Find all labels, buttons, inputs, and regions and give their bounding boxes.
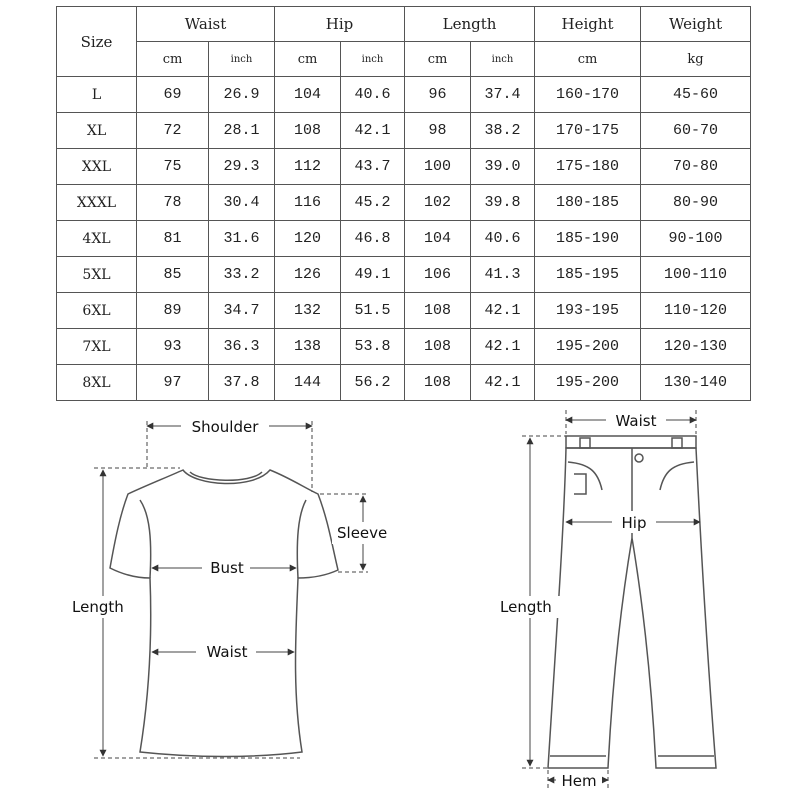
table-cell: 132: [275, 293, 341, 329]
table-cell: 138: [275, 329, 341, 365]
table-cell: 40.6: [471, 221, 535, 257]
table-cell: 49.1: [341, 257, 405, 293]
group-header-weight: Weight: [641, 7, 751, 42]
table-cell: 42.1: [471, 329, 535, 365]
table-cell: 195-200: [535, 365, 641, 401]
table-cell: 45-60: [641, 77, 751, 113]
table-cell: 108: [405, 365, 471, 401]
table-cell: 45.2: [341, 185, 405, 221]
tshirt-measure-lines: [94, 421, 368, 758]
table-cell: 185-190: [535, 221, 641, 257]
table-cell: 175-180: [535, 149, 641, 185]
table-cell: 116: [275, 185, 341, 221]
shirt-waist-label: Waist: [206, 643, 248, 661]
unit-header: cm: [405, 42, 471, 77]
table-cell: 26.9: [209, 77, 275, 113]
table-cell: 104: [275, 77, 341, 113]
table-cell: 170-175: [535, 113, 641, 149]
table-cell: 69: [137, 77, 209, 113]
table-cell: 42.1: [471, 365, 535, 401]
table-cell: 29.3: [209, 149, 275, 185]
group-header-hip: Hip: [275, 7, 405, 42]
shirt-length-label: Length: [72, 598, 124, 616]
table-cell: 39.0: [471, 149, 535, 185]
table-cell: 108: [405, 293, 471, 329]
size-header: Size: [57, 7, 137, 77]
size-label-cell: XXL: [57, 149, 137, 185]
pants-length-label: Length: [500, 598, 552, 616]
unit-header: inch: [471, 42, 535, 77]
table-cell: 60-70: [641, 113, 751, 149]
table-cell: 34.7: [209, 293, 275, 329]
unit-header: kg: [641, 42, 751, 77]
table-cell: 31.6: [209, 221, 275, 257]
table-cell: 70-80: [641, 149, 751, 185]
table-cell: 38.2: [471, 113, 535, 149]
size-label-cell: 7XL: [57, 329, 137, 365]
hip-label: Hip: [621, 514, 647, 532]
table-cell: 72: [137, 113, 209, 149]
table-cell: 126: [275, 257, 341, 293]
table-cell: 39.8: [471, 185, 535, 221]
hem-label: Hem: [561, 772, 597, 790]
table-cell: 37.4: [471, 77, 535, 113]
table-cell: 106: [405, 257, 471, 293]
table-cell: 51.5: [341, 293, 405, 329]
table-cell: 40.6: [341, 77, 405, 113]
tshirt-illustration: [110, 470, 338, 757]
sleeve-label: Sleeve: [337, 524, 388, 542]
size-label-cell: 5XL: [57, 257, 137, 293]
table-cell: 90-100: [641, 221, 751, 257]
table-cell: 120-130: [641, 329, 751, 365]
table-cell: 100: [405, 149, 471, 185]
table-cell: 33.2: [209, 257, 275, 293]
table-cell: 108: [275, 113, 341, 149]
size-label-cell: 4XL: [57, 221, 137, 257]
pants-illustration: [548, 436, 716, 768]
unit-header: cm: [137, 42, 209, 77]
size-label-cell: XL: [57, 113, 137, 149]
table-cell: 89: [137, 293, 209, 329]
table-cell: 37.8: [209, 365, 275, 401]
table-cell: 98: [405, 113, 471, 149]
group-header-height: Height: [535, 7, 641, 42]
size-label-cell: XXXL: [57, 185, 137, 221]
table-cell: 81: [137, 221, 209, 257]
bust-label: Bust: [210, 559, 244, 577]
shoulder-label: Shoulder: [191, 418, 259, 436]
table-cell: 42.1: [341, 113, 405, 149]
table-cell: 75: [137, 149, 209, 185]
table-cell: 46.8: [341, 221, 405, 257]
table-cell: 36.3: [209, 329, 275, 365]
size-label-cell: 8XL: [57, 365, 137, 401]
unit-header: cm: [275, 42, 341, 77]
table-cell: 102: [405, 185, 471, 221]
table-cell: 108: [405, 329, 471, 365]
table-cell: 80-90: [641, 185, 751, 221]
table-cell: 78: [137, 185, 209, 221]
table-cell: 43.7: [341, 149, 405, 185]
table-cell: 97: [137, 365, 209, 401]
table-cell: 110-120: [641, 293, 751, 329]
table-cell: 160-170: [535, 77, 641, 113]
table-cell: 195-200: [535, 329, 641, 365]
pants-waist-label: Waist: [615, 412, 657, 430]
table-cell: 53.8: [341, 329, 405, 365]
table-cell: 30.4: [209, 185, 275, 221]
group-header-waist: Waist: [137, 7, 275, 42]
table-cell: 96: [405, 77, 471, 113]
table-cell: 130-140: [641, 365, 751, 401]
table-cell: 85: [137, 257, 209, 293]
table-cell: 93: [137, 329, 209, 365]
table-cell: 41.3: [471, 257, 535, 293]
unit-header: inch: [209, 42, 275, 77]
group-header-length: Length: [405, 7, 535, 42]
size-label-cell: L: [57, 77, 137, 113]
table-cell: 28.1: [209, 113, 275, 149]
table-cell: 120: [275, 221, 341, 257]
unit-header: cm: [535, 42, 641, 77]
table-cell: 193-195: [535, 293, 641, 329]
table-cell: 144: [275, 365, 341, 401]
table-cell: 185-195: [535, 257, 641, 293]
table-cell: 56.2: [341, 365, 405, 401]
table-cell: 104: [405, 221, 471, 257]
table-cell: 100-110: [641, 257, 751, 293]
table-cell: 112: [275, 149, 341, 185]
size-label-cell: 6XL: [57, 293, 137, 329]
table-cell: 180-185: [535, 185, 641, 221]
table-cell: 42.1: [471, 293, 535, 329]
unit-header: inch: [341, 42, 405, 77]
